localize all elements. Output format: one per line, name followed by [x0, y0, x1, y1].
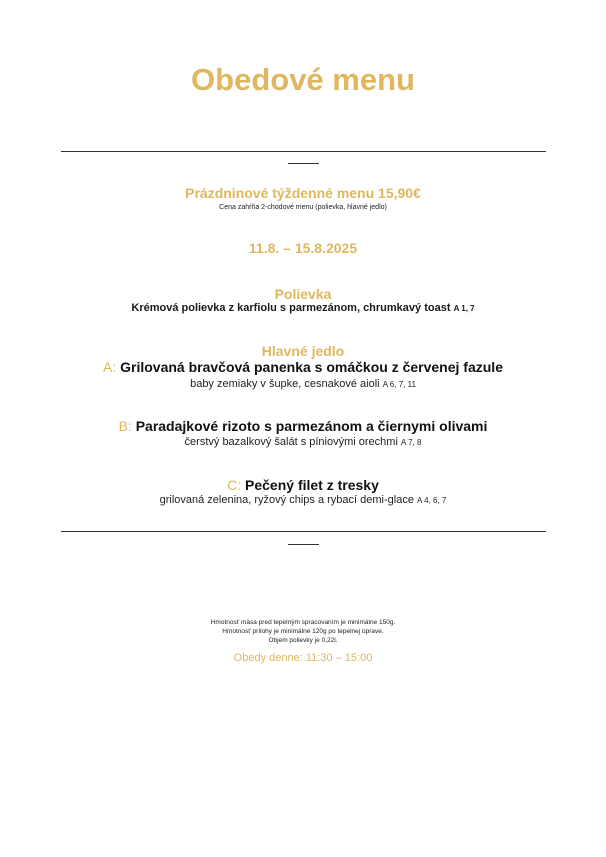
footer-notes — [0, 618, 606, 645]
date-range: 11.8. – 15.8.2025 — [248, 240, 358, 256]
main-item-side: grilovaná zelenina, ryžový chips a rybací demi-glace — [159, 494, 414, 506]
divider-dash-top — [288, 163, 319, 164]
main-item-c — [0, 477, 606, 493]
divider-dash-bottom — [288, 544, 319, 545]
soup-dish-text: Krémová polievka z karfiolu s parmezánom, chrumkavý toast — [131, 302, 451, 314]
footer-note: Hmotnosť prílohy je minimálne 120g po tepelnej úprave. — [222, 628, 384, 635]
main-item-allergens: A 4, 6, 7 — [417, 496, 447, 505]
offer-note: Cena zahŕňa 2-chodové menu (polievka, hlavné jedlo) — [219, 204, 387, 211]
offer-heading: Prázdninové týždenné menu 15,90€ — [185, 185, 421, 201]
main-item-letter: B: — [118, 418, 132, 434]
main-heading: Hlavné jedlo — [261, 343, 345, 359]
opening-hours: Obedy denne: 11:30 – 15:00 — [233, 652, 373, 664]
main-item-a-side — [0, 378, 606, 390]
soup-heading: Polievka — [274, 286, 332, 302]
divider-top — [61, 151, 546, 152]
soup-dish — [0, 302, 606, 314]
main-item-a — [0, 359, 606, 375]
main-item-letter: C: — [227, 477, 242, 493]
footer-note: Hmotnosť mäsa pred tepelným spracovaním je minimálne 150g. — [210, 619, 396, 626]
main-item-c-side — [0, 494, 606, 506]
main-item-allergens: A 6, 7, 11 — [382, 380, 416, 389]
main-item-b — [0, 418, 606, 434]
main-item-dish: Grilovaná bravčová panenka s omáčkou z červenej fazule — [120, 359, 503, 375]
main-item-b-side — [0, 436, 606, 448]
main-item-side: baby zemiaky v šupke, cesnakové aioli — [190, 378, 380, 390]
soup-allergens: A 1, 7 — [453, 304, 475, 313]
divider-bottom — [61, 531, 546, 532]
footer-note: Objem polievky je 0,22l. — [268, 637, 338, 644]
main-item-allergens: A 7, 8 — [400, 438, 422, 447]
main-item-side: čerstvý bazalkový šalát s píniovými orechmi — [184, 436, 398, 448]
main-item-dish: Paradajkové rizoto s parmezánom a čiernymi olivami — [135, 418, 488, 434]
main-item-letter: A: — [103, 359, 117, 375]
page-title: Obedové menu — [191, 62, 415, 97]
main-item-dish: Pečený filet z tresky — [245, 477, 379, 493]
